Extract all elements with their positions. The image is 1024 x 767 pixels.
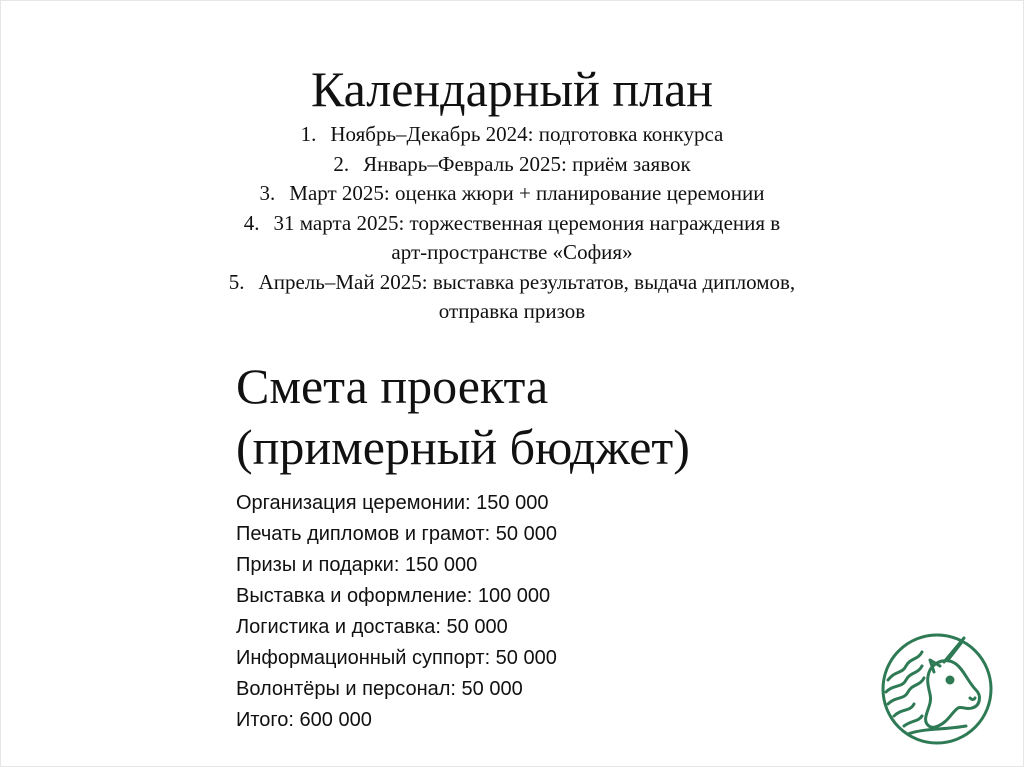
plan-item-text: Январь–Февраль 2025: приём заявок [363, 151, 691, 176]
plan-title: Календарный план [310, 61, 714, 117]
budget-item: Призы и подарки: 150 000 [236, 554, 478, 576]
plan-item-number: 4. [243, 210, 260, 235]
plan-item-text-continued: арт-пространстве «София» [391, 240, 633, 264]
calendar-plan [120, 58, 904, 327]
budget-total: Итого: 600 000 [236, 709, 372, 731]
budget-item: Логистика и доставка: 50 000 [236, 616, 508, 638]
budget-item: Организация церемонии: 150 000 [236, 492, 549, 514]
budget-title-line2: (примерный бюджет) [236, 419, 690, 475]
plan-item-text: Март 2025: оценка жюри + планирование церемонии [289, 181, 765, 205]
plan-item-text-continued: отправка призов [438, 299, 586, 323]
plan-item-number: 5. [228, 269, 245, 294]
plan-item [120, 209, 904, 268]
plan-item [120, 150, 904, 180]
plan-list [120, 120, 904, 327]
budget-list [236, 488, 876, 736]
plan-item-text: Апрель–Май 2025: выставка результатов, выдача дипломов, [258, 269, 796, 294]
plan-item [120, 179, 904, 209]
plan-item-number: 2. [333, 151, 350, 176]
plan-item-number: 3. [259, 181, 276, 205]
budget-title-line1: Смета проекта [236, 358, 549, 414]
budget-item: Печать дипломов и грамот: 50 000 [236, 523, 557, 545]
unicorn-emblem-icon [872, 630, 1002, 748]
plan-item-number: 1. [300, 122, 317, 146]
budget-item: Волонтёры и персонал: 50 000 [236, 678, 523, 700]
project-budget [236, 356, 876, 736]
plan-item-text: Ноябрь–Декабрь 2024: подготовка конкурса [330, 122, 724, 146]
budget-item: Выставка и оформление: 100 000 [236, 585, 551, 607]
plan-item-text: 31 марта 2025: торжественная церемония награждения в [273, 210, 781, 235]
budget-item: Информационный суппорт: 50 000 [236, 647, 557, 669]
plan-item [120, 120, 904, 150]
plan-item [120, 268, 904, 327]
budget-title [236, 356, 876, 478]
